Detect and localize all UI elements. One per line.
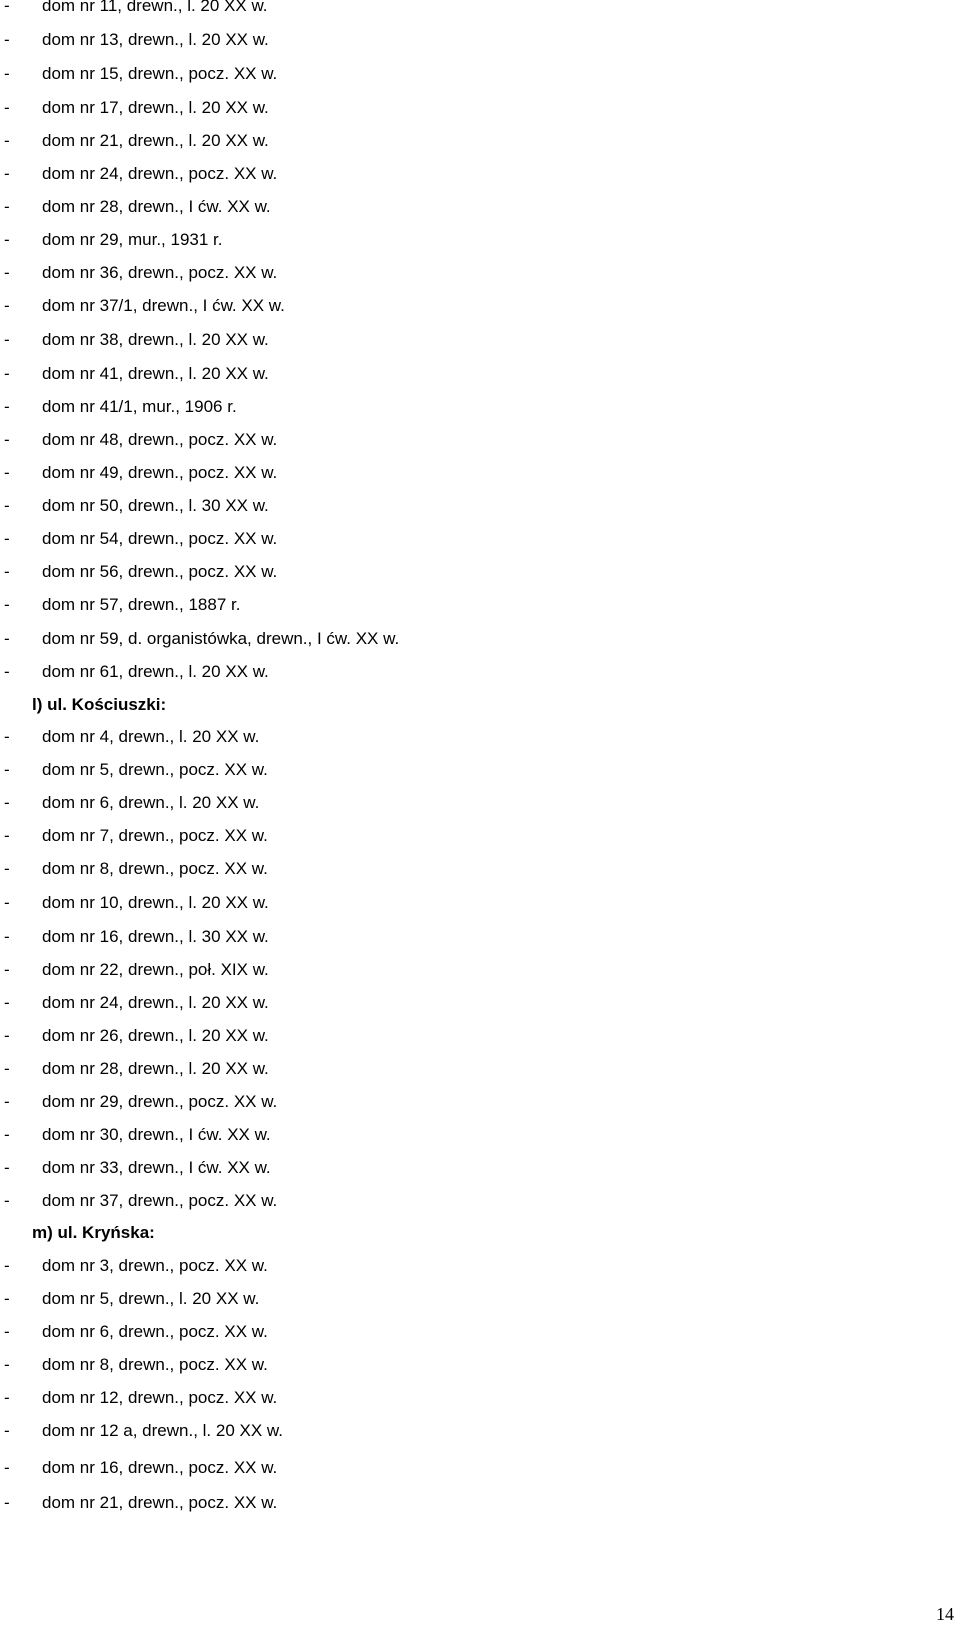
list-item-text: dom nr 41/1, mur., 1906 r. — [42, 397, 237, 416]
list-bullet: - — [4, 529, 10, 548]
list-item-text: dom nr 38, drewn., l. 20 XX w. — [42, 330, 269, 349]
list-item-text: dom nr 54, drewn., pocz. XX w. — [42, 529, 278, 548]
list-item-text: dom nr 5, drewn., pocz. XX w. — [42, 760, 268, 779]
list-item-text: dom nr 50, drewn., l. 30 XX w. — [42, 496, 269, 515]
list-bullet: - — [4, 330, 10, 349]
list-bullet: - — [4, 1125, 10, 1144]
list-bullet: - — [4, 131, 10, 150]
list-bullet: - — [4, 1191, 10, 1210]
list-item-text: dom nr 21, drewn., pocz. XX w. — [42, 1493, 278, 1512]
list-bullet: - — [4, 629, 10, 648]
list-item-text: dom nr 16, drewn., pocz. XX w. — [42, 1458, 278, 1477]
list-bullet: - — [4, 793, 10, 812]
list-item-text: dom nr 16, drewn., l. 30 XX w. — [42, 927, 269, 946]
list-item-text: dom nr 5, drewn., l. 20 XX w. — [42, 1289, 260, 1308]
list-item-text: dom nr 24, drewn., l. 20 XX w. — [42, 993, 269, 1012]
list-bullet: - — [4, 960, 10, 979]
page-number: 14 — [936, 1604, 954, 1624]
list-item-text: dom nr 21, drewn., l. 20 XX w. — [42, 131, 269, 150]
list-bullet: - — [4, 397, 10, 416]
list-item-text: dom nr 57, drewn., 1887 r. — [42, 595, 241, 614]
list-item-text: dom nr 11, drewn., l. 20 XX w. — [42, 0, 268, 15]
list-bullet: - — [4, 1092, 10, 1111]
list-bullet: - — [4, 927, 10, 946]
list-bullet: - — [4, 197, 10, 216]
list-bullet: - — [4, 364, 10, 383]
list-bullet: - — [4, 496, 10, 515]
list-item-text: dom nr 12 a, drewn., l. 20 XX w. — [42, 1421, 283, 1440]
list-item-text: dom nr 22, drewn., poł. XIX w. — [42, 960, 269, 979]
list-item-text: dom nr 17, drewn., l. 20 XX w. — [42, 98, 269, 117]
list-bullet: - — [4, 0, 10, 15]
list-bullet: - — [4, 1158, 10, 1177]
list-item-text: dom nr 29, drewn., pocz. XX w. — [42, 1092, 278, 1111]
list-bullet: - — [4, 826, 10, 845]
list-item-text: dom nr 7, drewn., pocz. XX w. — [42, 826, 268, 845]
list-item-text: dom nr 24, drewn., pocz. XX w. — [42, 164, 278, 183]
list-item-text: dom nr 15, drewn., pocz. XX w. — [42, 64, 278, 83]
list-item-text: dom nr 4, drewn., l. 20 XX w. — [42, 727, 260, 746]
list-bullet: - — [4, 164, 10, 183]
list-item-text: dom nr 6, drewn., l. 20 XX w. — [42, 793, 260, 812]
list-bullet: - — [4, 1421, 10, 1440]
list-item-text: dom nr 33, drewn., I ćw. XX w. — [42, 1158, 271, 1177]
list-item-text: dom nr 10, drewn., l. 20 XX w. — [42, 893, 269, 912]
list-item-text: dom nr 28, drewn., l. 20 XX w. — [42, 1059, 269, 1078]
list-bullet: - — [4, 562, 10, 581]
list-bullet: - — [4, 727, 10, 746]
list-bullet: - — [4, 64, 10, 83]
list-bullet: - — [4, 296, 10, 315]
list-bullet: - — [4, 662, 10, 681]
list-item-text: dom nr 8, drewn., pocz. XX w. — [42, 1355, 268, 1374]
list-item-text: dom nr 30, drewn., I ćw. XX w. — [42, 1125, 271, 1144]
list-bullet: - — [4, 993, 10, 1012]
list-bullet: - — [4, 1458, 10, 1477]
list-bullet: - — [4, 1289, 10, 1308]
list-item-text: dom nr 37, drewn., pocz. XX w. — [42, 1191, 278, 1210]
list-bullet: - — [4, 1059, 10, 1078]
list-item-text: dom nr 3, drewn., pocz. XX w. — [42, 1256, 268, 1275]
list-bullet: - — [4, 1493, 10, 1512]
section-heading: m) ul. Kryńska: — [32, 1223, 155, 1242]
list-item-text: dom nr 26, drewn., l. 20 XX w. — [42, 1026, 269, 1045]
list-item-text: dom nr 37/1, drewn., I ćw. XX w. — [42, 296, 285, 315]
list-bullet: - — [4, 263, 10, 282]
list-bullet: - — [4, 463, 10, 482]
list-item-text: dom nr 8, drewn., pocz. XX w. — [42, 859, 268, 878]
list-item-text: dom nr 28, drewn., I ćw. XX w. — [42, 197, 271, 216]
list-item-text: dom nr 49, drewn., pocz. XX w. — [42, 463, 278, 482]
list-bullet: - — [4, 859, 10, 878]
list-item-text: dom nr 41, drewn., l. 20 XX w. — [42, 364, 269, 383]
list-bullet: - — [4, 595, 10, 614]
list-bullet: - — [4, 30, 10, 49]
list-bullet: - — [4, 1388, 10, 1407]
list-bullet: - — [4, 230, 10, 249]
list-item-text: dom nr 12, drewn., pocz. XX w. — [42, 1388, 278, 1407]
list-bullet: - — [4, 1256, 10, 1275]
list-bullet: - — [4, 1322, 10, 1341]
list-bullet: - — [4, 893, 10, 912]
list-item-text: dom nr 6, drewn., pocz. XX w. — [42, 1322, 268, 1341]
list-bullet: - — [4, 1355, 10, 1374]
list-item-text: dom nr 61, drewn., l. 20 XX w. — [42, 662, 269, 681]
section-heading: l) ul. Kościuszki: — [32, 695, 167, 714]
list-item-text: dom nr 36, drewn., pocz. XX w. — [42, 263, 278, 282]
list-item-text: dom nr 13, drewn., l. 20 XX w. — [42, 30, 269, 49]
list-bullet: - — [4, 760, 10, 779]
list-item-text: dom nr 56, drewn., pocz. XX w. — [42, 562, 278, 581]
list-bullet: - — [4, 430, 10, 449]
list-item-text: dom nr 48, drewn., pocz. XX w. — [42, 430, 278, 449]
list-bullet: - — [4, 98, 10, 117]
list-item-text: dom nr 29, mur., 1931 r. — [42, 230, 223, 249]
list-item-text: dom nr 59, d. organistówka, drewn., I ćw. XX w. — [42, 629, 400, 648]
list-bullet: - — [4, 1026, 10, 1045]
